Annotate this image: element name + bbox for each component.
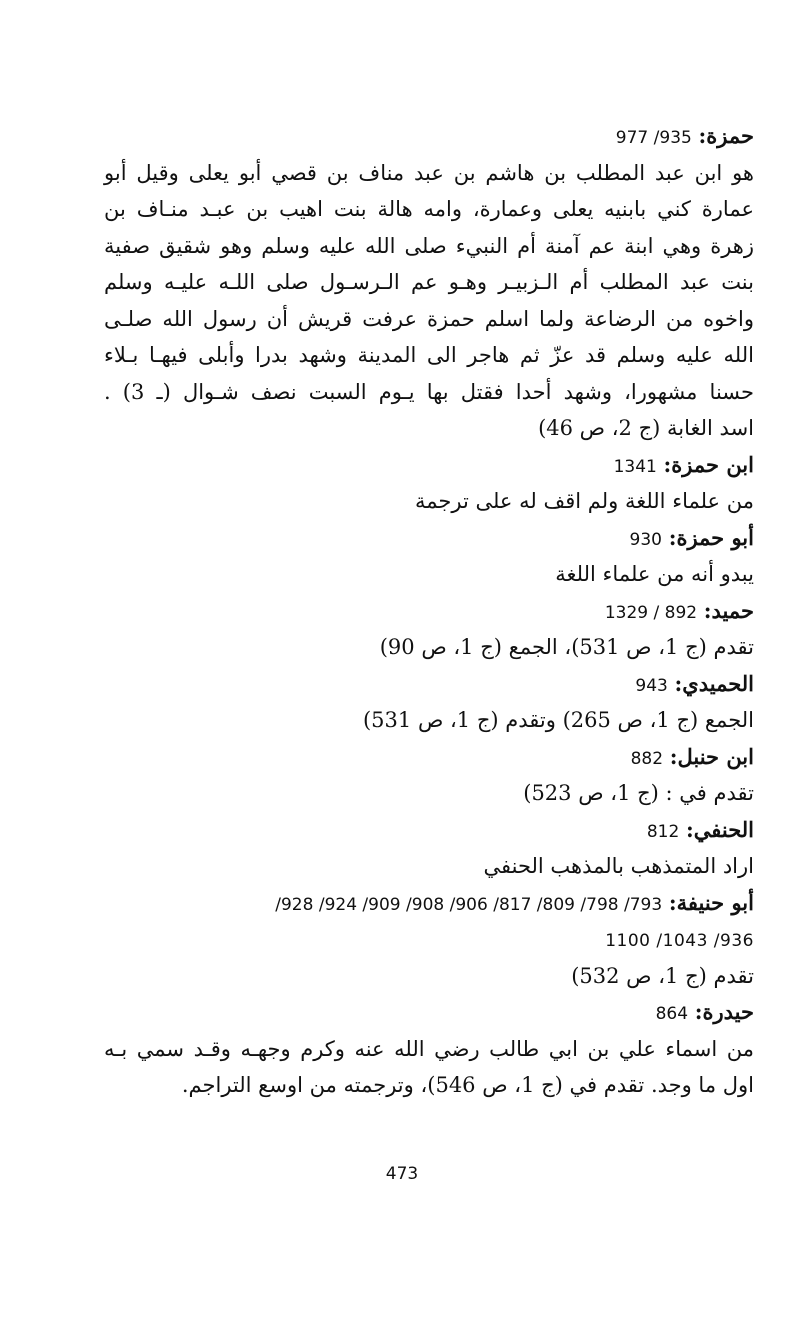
entry-heading-line xyxy=(104,885,754,922)
entry-heading: أبو حنيفة: xyxy=(668,889,754,915)
entry-heading: حميد: xyxy=(703,597,754,623)
entry-reference: تقدم (ج 1، ص 532) xyxy=(571,963,754,988)
entry-text-line: زهرة وهي ابنة عم آمنة أم النبيء صلى الله عليه وسلم وهو شقيق صفية xyxy=(104,233,754,258)
entry-numbers: 882 xyxy=(630,748,664,769)
page-number: 473 xyxy=(385,1164,419,1184)
entry-text-line: بنت عبد المطلب أم الـزبيـر وهـو عم الـرسـول صلى اللـه عليـه وسلم xyxy=(104,270,754,294)
entry-text-line: عمارة كني بابنيه يعلى وعمارة، وامه هالة بنت اهيب بن عبـد منـاف بن xyxy=(104,197,754,221)
entry-text-line: حسنا مشهورا، وشهد أحدا فقتل بها يـوم السبت نصف شـوال (ـ 3) . xyxy=(104,379,754,404)
page-body xyxy=(104,118,754,1104)
entry-reference: الجمع (ج 1، ص 265) وتقدم (ج 1، ص 531) xyxy=(362,708,754,732)
entry-heading-line xyxy=(104,739,754,776)
entry-numbers: 943 xyxy=(635,675,668,696)
entry-numbers: 812 xyxy=(646,821,680,842)
entry-numbers: 935/ 977 xyxy=(615,128,692,148)
entry-text-line: من علماء اللغة ولم اقف له على ترجمة xyxy=(414,489,754,513)
entry-numbers: 930 xyxy=(629,529,662,550)
entry-heading-line xyxy=(104,447,754,484)
entry-numbers: 1341 xyxy=(613,456,657,477)
entry-text-line: هو ابن عبد المطلب بن هاشم بن عبد مناف بن قصي أبو يعلى وقيل أبو xyxy=(104,160,754,185)
entry-heading: ابن حمزة: xyxy=(663,451,754,477)
entry-reference: تقدم في : (ج 1، ص 523) xyxy=(523,781,754,805)
entry-heading-line xyxy=(104,994,754,1031)
entry-heading: ابن حنبل: xyxy=(669,743,754,769)
entry-heading: الحنفي: xyxy=(685,816,754,842)
entry-heading-line xyxy=(104,118,754,155)
entry-text-line: اراد المتمذهب بالمذهب الحنفي xyxy=(483,854,754,878)
entry-text-line: يبدو أنه من علماء اللغة xyxy=(555,562,754,586)
entry-numbers: 892 / 1329 xyxy=(604,602,698,623)
entry-heading-line xyxy=(104,666,754,703)
entry-heading: حمزة: xyxy=(698,123,754,148)
entry-numbers: 793/ 798/ 809/ 817/ 906/ 908/ 909/ 924/ 928/ xyxy=(275,894,663,915)
entry-numbers: 864 xyxy=(655,1004,689,1024)
entry-heading-line xyxy=(104,520,754,557)
entry-reference: تقدم (ج 1، ص 531)، الجمع (ج 1، ص 90) xyxy=(379,635,754,659)
entry-heading: الحميدي: xyxy=(674,670,754,696)
entry-text-line: الله عليه وسلم قد عزّ ثم هاجر الى المدينة وشهد بدرا وأبلى فيهـا بـلاء xyxy=(104,343,754,367)
entry-text-line: واخوه من الرضاعة ولما اسلم حمزة عرفت قريش أن رسول الله صلـى xyxy=(104,306,754,331)
entry-heading: حيدرة: xyxy=(694,999,754,1024)
entry-text-line: اول ما وجد. تقدم في (ج 1، ص 546)، وترجمته من اوسع التراجم. xyxy=(181,1073,754,1097)
entry-numbers: 936/ 1043/ 1100 xyxy=(605,931,754,951)
entry-heading: أبو حمزة: xyxy=(668,524,754,550)
entry-numbers-continued xyxy=(104,921,754,958)
entry-heading-line xyxy=(104,593,754,630)
entry-heading-line xyxy=(104,812,754,849)
entry-reference: اسد الغابة (ج 2، ص 46) xyxy=(538,416,754,440)
entry-text-line: من اسماء علي بن ابي طالب رضي الله عنه وكرم وجهـه وقـد سمي بـه xyxy=(104,1036,754,1061)
